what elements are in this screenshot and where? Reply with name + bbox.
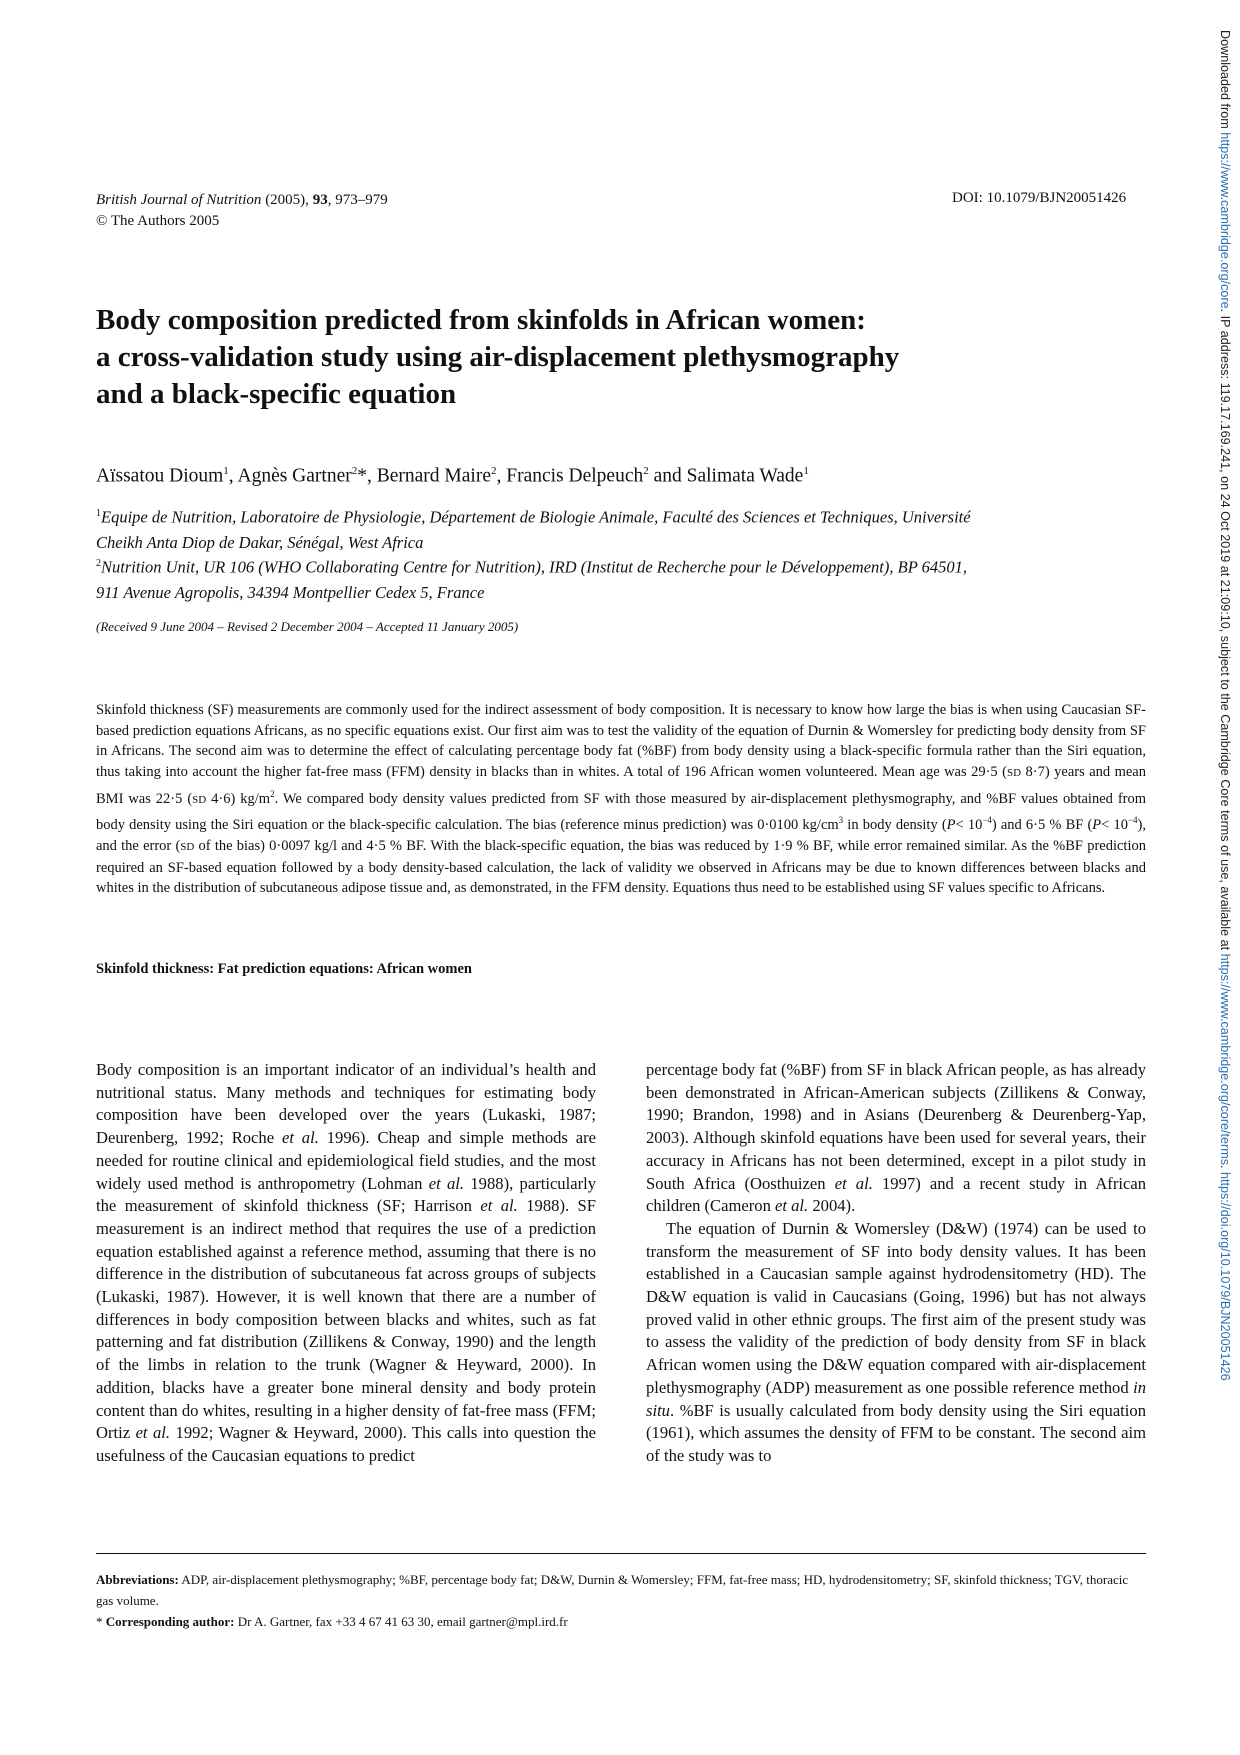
title-line-1: Body composition predicted from skinfolds in African women:: [96, 304, 866, 336]
journal-name: British Journal of Nutrition: [96, 192, 262, 208]
author-name: Aïssatou Dioum: [96, 465, 224, 487]
corresponding-mark: *: [357, 465, 367, 487]
received-dates: (Received 9 June 2004 – Revised 2 December 2004 – Accepted 11 January 2005): [96, 619, 519, 634]
abbreviations-footnote: Abbreviations: ADP, air-displacement plethysmography; %BF, percentage body fat; D&W, Durnin & Womersley; FFM, fat-free mass; HD, hydrodensitometry; SF, skinfold thickness; TGV, thoracic gas volume.: [96, 1572, 1129, 1608]
author-separator: ,: [366, 465, 377, 487]
article-title: [96, 302, 996, 413]
affiliation-line: Cheikh Anta Diop de Dakar, Sénégal, West Africa: [96, 532, 424, 552]
terms-link[interactable]: https://www.cambridge.org/core/terms: [1218, 953, 1232, 1165]
affiliation-line: 911 Avenue Agropolis, 34394 Montpellier Cedex 5, France: [96, 582, 485, 602]
copyright-line: © The Authors 2005: [96, 213, 220, 229]
abstract: Skinfold thickness (SF) measurements are commonly used for the indirect assessment of body composition. It is necessary to know how large the bias is when using Caucasian SF-based prediction equations Africans, as no specific equations exist. Our first aim was to test the validity of the equation of Durnin & Womersley for predicting body density from SF in Africans. The second aim was to determine the effect of calculating percentage body fat (%BF) from body density using a black-specific formula rather than the Siri equation, thus taking into account the higher fat-free mass (FFM) density in blacks than in whites. A total of 196 African women volunteered. Mean age was 29·5 (SD 8·7) years and mean BMI was 22·5 (SD 4·6) $kg/m^2$. We compared body density values predicted from SF with those measured by air-displacement plethysmography, and %BF values obtained from body density using the Siri equation or the black-specific calculation. The bias (reference minus prediction) was 0·0100 $kg/cm^3$ in body density $(P< 10^{-4})$ and 6·5 % BF $(P< 10^{-4})$, and the error (SD of the bias) 0·0097 kg/l and 4·5 % BF. With the black-specific equation, the bias was reduced by 1·9 % BF, while error remained similar. As the %BF prediction required an SF-based equation followed by a body density-based calculation, the lack of validity we observed in Africans may be due to known differences between blacks and whites in the distribution of subcutaneous adipose tissue and, as demonstrated, in the FFM density. Equations thus need to be established using SF values specific to Africans.: [96, 702, 1147, 897]
body-paragraph: The equation of Durnin & Womersley (D&W) (1974) can be used to transform the measurement of SF into body density values. It has been established in a Caucasian sample against hydrodensitometry (HD). The D&W equation is valid in Caucasians (Going, 1996) but has not always proved valid in other ethnic groups. The first aim of the present study was to assess the validity of the prediction of body density from SF in black African women using the D&W equation compared with air-displacement plethysmography (ADP) measurement as one possible reference method in situ. %BF is usually calculated from body density using the Siri equation (1961), which assumes the density of FFM to be constant. The second aim of the study was to: [646, 1218, 1146, 1465]
doi-link[interactable]: https://doi.org/10.1079/BJN20051426: [1218, 1172, 1232, 1381]
affiliation-line: Nutrition Unit, UR 106 (WHO Collaborating Centre for Nutrition), IRD (Institut de Recherche pour le Développement), BP 64501,: [101, 557, 967, 577]
author-separator: and: [648, 465, 687, 487]
author-name: Francis Delpeuch: [506, 465, 644, 487]
keywords: Skinfold thickness: Fat prediction equations: African women: [96, 961, 472, 977]
sd-abbr: SD: [180, 840, 195, 853]
author-name: Agnès Gartner: [237, 465, 352, 487]
author-affiliation-mark: 2: [643, 465, 649, 477]
author-separator: ,: [228, 465, 238, 487]
journal-volume: 93: [312, 192, 328, 208]
author-name: Bernard Maire: [376, 465, 491, 487]
sd-abbr: SD: [192, 793, 207, 806]
affiliation-line: Equipe de Nutrition, Laboratoire de Physiologie, Département de Biologie Animale, Faculté des Sciences et Techniques, Université: [101, 507, 971, 527]
journal-header: [96, 190, 388, 232]
doi-label: DOI: 10.1079/BJN20051426: [952, 190, 1127, 206]
affiliation-1: [96, 501, 1136, 555]
body-column-right: [646, 1059, 1146, 1468]
citation-line: [96, 190, 388, 211]
author-affiliation-mark: 2: [351, 465, 358, 477]
affiliation-mark: 2: [96, 558, 101, 569]
download-note: Downloaded from https://www.cambridge.org/core. IP address: 119.17.169.241, on 24 Oct 2019 at 21:09:10, subject to the Cambridge Core terms of use, available at https://www.cambridge.org/core/terms. https://doi.org/10.1079/BJN20051426: [1218, 30, 1232, 1381]
author-affiliation-mark: 1: [223, 465, 229, 477]
affiliation-mark: 1: [96, 508, 101, 519]
title-line-2: a cross-validation study using air-displacement plethysmography: [96, 341, 900, 373]
author-separator: ,: [496, 465, 507, 487]
cambridge-core-link[interactable]: https://www.cambridge.org/core: [1218, 132, 1232, 309]
affiliation-2: [96, 551, 1136, 605]
journal-pages: , 973–979: [327, 192, 388, 208]
journal-year: (2005),: [261, 192, 313, 208]
body-paragraph: Body composition is an important indicator of an individual’s health and nutritional status. Many methods and techniques for estimating body composition have been developed over the years (Lukaski, 1987; Deurenberg, 1992; Roche et al. 1996). Cheap and simple methods are needed for routine clinical and epidemiological field studies, and the most widely used method is anthropometry (Lohman et al. 1988), particularly the measurement of skinfold thickness (SF; Harrison et al. 1988). SF measurement is an indirect method that requires the use of a prediction equation established against a reference method, assuming that there is no difference in the distribution of subcutaneous fat across groups of subjects (Lukaski, 1987). However, it is well known that there are a number of differences in body composition between blacks and whites, such as fat patterning and fat distribution (Zillikens & Conway, 1990) and the length of the limbs in relation to the trunk (Wagner & Heyward, 2000). In addition, blacks have a greater bone mineral density and body protein content than do whites, resulting in a higher density of fat-free mass (FFM; Ortiz et al. 1992; Wagner & Heyward, 2000). This calls into question the usefulness of the Caucasian equations to predict: [96, 1060, 597, 1465]
corresponding-author-footnote: * Corresponding author: Dr A. Gartner, fax +33 4 67 41 63 30, email gartner@mpl.ird.fr: [96, 1614, 568, 1629]
body-column-left: [96, 1059, 596, 1468]
body-paragraph: percentage body fat (%BF) from SF in black African people, as has already been demonstrated in African-American subjects (Zillikens & Conway, 1990; Brandon, 1998) and in Asians (Deurenberg & Deurenberg-Yap, 2003). Although skinfold equations have been used for several years, their accuracy in Africans has not been determined, except in a pilot study in South Africa (Oosthuizen et al. 1997) and a recent study in African children (Cameron et al. 2004).: [646, 1060, 1146, 1216]
title-line-3: and a black-specific equation: [96, 378, 457, 410]
author-affiliation-mark: 2: [490, 465, 497, 477]
author-affiliation-mark: 1: [803, 465, 809, 477]
footnote-divider: [96, 1553, 1146, 1554]
author-list: [96, 465, 809, 488]
author-name: Salimata Wade: [686, 465, 804, 487]
sd-abbr: SD: [1006, 767, 1022, 780]
